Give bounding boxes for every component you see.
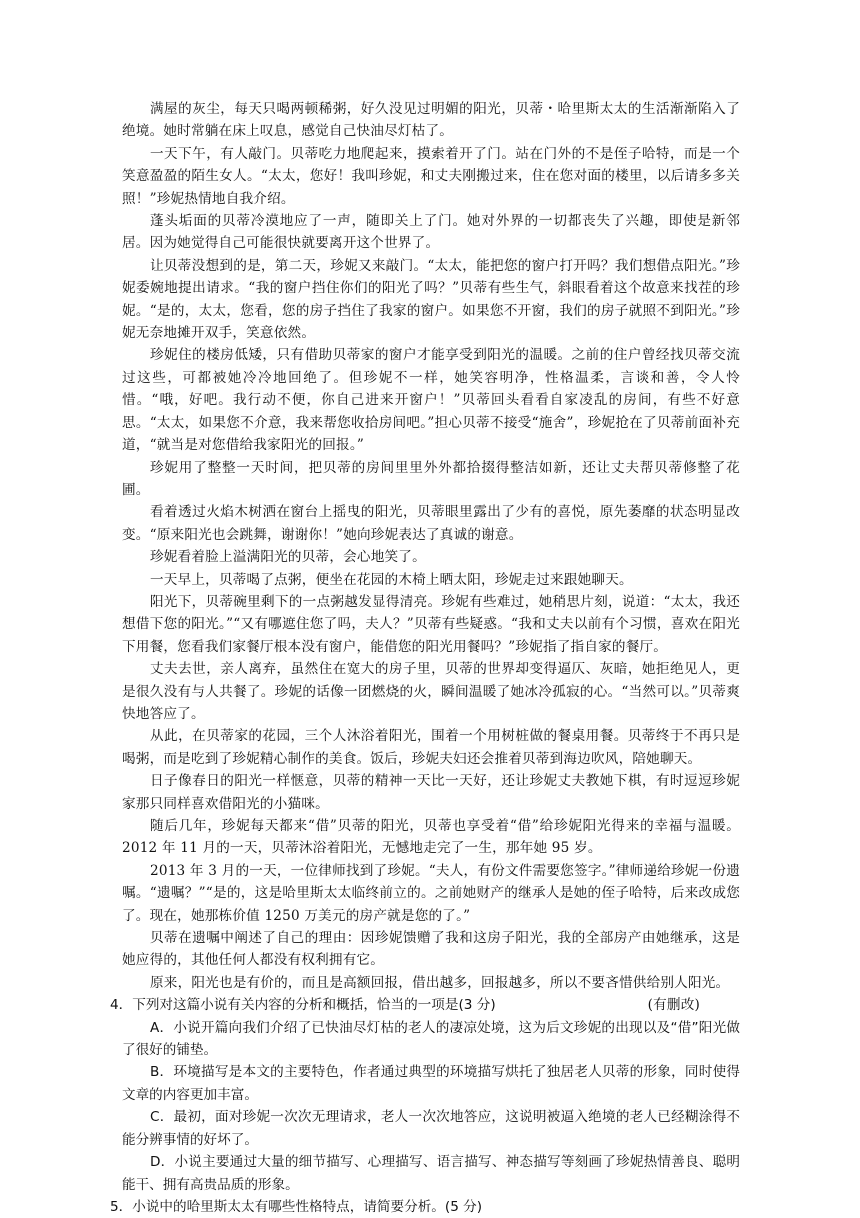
abridged-note: (有删改) bbox=[647, 997, 700, 1014]
story-paragraph: 随后几年，珍妮每天都来“借”贝蒂的阳光，贝蒂也享受着“借”给珍妮阳光得来的幸福与温暖。2012 年 11 月的一天，贝蒂沐浴着阳光，无憾地走完了一生，那年她 95 岁。 bbox=[122, 818, 740, 857]
story-paragraph: 阳光下，贝蒂碗里剩下的一点粥越发显得清亮。珍妮有些难过，她稍思片刻，说道：“太太，我还想借下您的阳光。”“又有哪遮住您了吗，夫人？”贝蒂有些疑惑。“我和丈夫以前有个习惯，喜欢在阳光下用餐，您看我们家餐厅根本没有窗户，能借您的阳光用餐吗？”珍妮指了指自家的餐厅。 bbox=[122, 593, 740, 655]
story-paragraph: 珍妮住的楼房低矮，只有借助贝蒂家的窗户才能享受到阳光的温暖。之前的住户曾经找贝蒂交流过这些，可都被她冷冷地回绝了。但珍妮不一样，她笑容明净，性格温柔，言谈和善，令人怜惜。“哦，好吧。我行动不便，你自己进来开窗户！”贝蒂回头看看自家凌乱的房间，有些不好意思。“太太，如果您不介意，我来帮您收拾房间吧。”担心贝蒂不接受“施舍”，珍妮抢在了贝蒂前面补充道，“就当是对您借给我家阳光的回报。” bbox=[122, 347, 740, 454]
story-paragraph: 日子像春日的阳光一样惬意，贝蒂的精神一天比一天好，还让珍妮丈夫教她下棋，有时逗逗珍妮家那只同样喜欢借阳光的小猫咪。 bbox=[122, 773, 740, 812]
story-paragraph: 看着透过火焰木树洒在窗台上摇曳的阳光，贝蒂眼里露出了少有的喜悦，原先萎靡的状态明显改变。“原来阳光也会跳舞，谢谢你！”她向珍妮表达了真诚的谢意。 bbox=[122, 504, 740, 543]
story-paragraph: 贝蒂在遗嘱中阐述了自己的理由：因珍妮馈赠了我和这房子阳光，我的全部房产由她继承，这是她应得的，其他任何人都没有权利拥有它。 bbox=[122, 930, 740, 969]
question-5-stem: 5．小说中的哈里斯太太有哪些性格特点，请简要分析。(5 分) bbox=[110, 1198, 483, 1215]
story-paragraph: 珍妮看着脸上溢满阳光的贝蒂，会心地笑了。 bbox=[150, 549, 426, 566]
story-paragraph: 珍妮用了整整一天时间，把贝蒂的房间里里外外都拾掇得整洁如新，还让丈夫帮贝蒂修整了花圃。 bbox=[122, 459, 740, 498]
story-paragraph: 蓬头垢面的贝蒂冷漠地应了一声，随即关上了门。她对外界的一切都丧失了兴趣，即使是新邻居。因为她觉得自己可能很快就要离开这个世界了。 bbox=[122, 213, 740, 252]
question-4-stem: 4．下列对这篇小说有关内容的分析和概括，恰当的一项是(3 分) bbox=[110, 997, 496, 1014]
story-paragraph: 让贝蒂没想到的是，第二天，珍妮又来敲门。“太太，能把您的窗户打开吗？我们想借点阳光。”珍妮委婉地提出请求。“我的窗户挡住你们的阳光了吗？”贝蒂有些生气，斜眼看着这个故意来找茬的珍妮。“是的，太太，您看，您的房子挡住了我家的窗户。如果您不开窗，我们的房子就照不到阳光。”珍妮无奈地摊开双手，笑意依然。 bbox=[122, 257, 740, 342]
story-paragraph: 一天下午，有人敲门。贝蒂吃力地爬起来，摸索着开了门。站在门外的不是侄子哈特，而是一个笑意盈盈的陌生女人。“太太，您好！我叫珍妮，和丈夫刚搬过来，住在您对面的楼里，以后请多多关照！”珍妮热情地自我介绍。 bbox=[122, 145, 740, 207]
question-4 bbox=[110, 994, 740, 1196]
story-paragraph: 从此，在贝蒂家的花园，三个人沐浴着阳光，围着一个用树桩做的餐桌用餐。贝蒂终于不再只是喝粥，而是吃到了珍妮精心制作的美食。饭后，珍妮夫妇还会推着贝蒂到海边吹风，陪她聊天。 bbox=[122, 728, 740, 767]
exam-page bbox=[110, 98, 740, 1218]
question-4-option-c[interactable]: C．最初，面对珍妮一次次无理请求，老人一次次地答应，这说明被逼入绝境的老人已经糊涂得不能分辨事情的好坏了。 bbox=[122, 1109, 740, 1148]
story-paragraph: 满屋的灰尘，每天只喝两顿稀粥，好久没见过明媚的阳光，贝蒂・哈里斯太太的生活渐渐陷入了绝境。她时常躺在床上叹息，感觉自己快油尽灯枯了。 bbox=[122, 101, 740, 140]
question-4-option-b[interactable]: B．环境描写是本文的主要特色，作者通过典型的环境描写烘托了独居老人贝蒂的形象，同时使得文章的内容更加丰富。 bbox=[122, 1064, 740, 1103]
story-paragraph: 一天早上，贝蒂喝了点粥，便坐在花园的木椅上晒太阳，珍妮走过来跟她聊天。 bbox=[150, 571, 633, 588]
question-4-option-d[interactable]: D．小说主要通过大量的细节描写、心理描写、语言描写、神态描写等刻画了珍妮热情善良、聪明能干、拥有高贵品质的形象。 bbox=[122, 1154, 740, 1193]
question-4-option-a[interactable]: A．小说开篇向我们介绍了已快油尽灯枯的老人的凄凉处境，这为后文珍妮的出现以及“借”阳光做了很好的铺垫。 bbox=[122, 1019, 740, 1059]
story-paragraph: 2013 年 3 月的一天，一位律师找到了珍妮。“夫人，有份文件需要您签字。”律师递给珍妮一份遗嘱。“遗嘱？”“是的，这是哈里斯太太临终前立的。之前她财产的继承人是她的侄子哈特，后来改成您了。现在，她那栋价值 1250 万美元的房产就是您的了。” bbox=[122, 862, 740, 924]
question-5 bbox=[110, 1196, 740, 1218]
story-paragraph: 丈夫去世，亲人离弃，虽然住在宽大的房子里，贝蒂的世界却变得逼仄、灰暗，她拒绝见人，更是很久没有与人共餐了。珍妮的话像一团燃烧的火，瞬间温暖了她冰冷孤寂的心。“当然可以。”贝蒂爽快地答应了。 bbox=[122, 661, 740, 722]
story-last-text: 原来，阳光也是有价的，而且是高额回报，借出越多，回报越多，所以不要吝惜供给别人阳光。 bbox=[150, 974, 730, 991]
